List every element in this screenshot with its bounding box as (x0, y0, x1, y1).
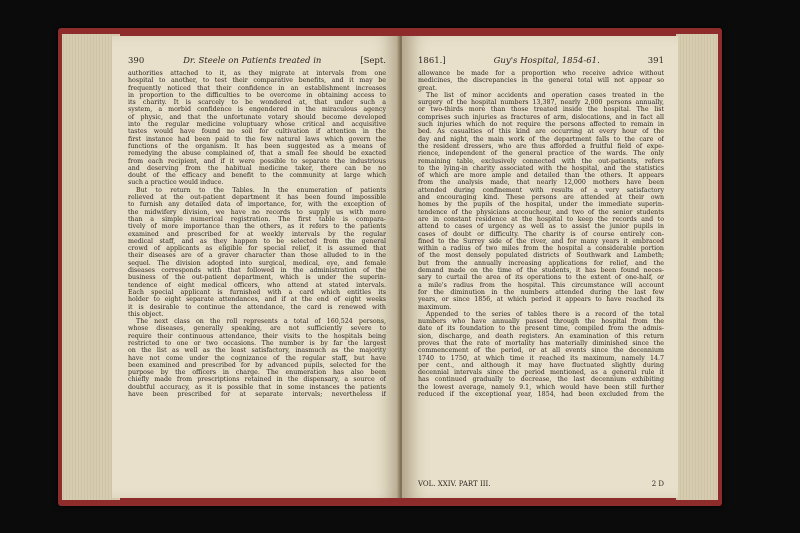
text-line: authorities attached to it, as they migrate at intervals from one (128, 70, 386, 77)
text-line: to the lying-in charity associated with the hospital, and the statistics (418, 164, 664, 172)
text-line: chiefly made from prescriptions retained in the dispensary, a source of (128, 376, 386, 384)
text-line: The list of minor accidents and operation cases treated in the (426, 91, 664, 99)
running-title: Guy's Hospital, 1854-61. (493, 56, 600, 66)
text-line: the resident dressers, who are thus afforded a fruitful field of expe- (418, 142, 664, 150)
text-line: examined and prescribed for at weekly intervals by the regular (128, 230, 386, 238)
text-line: such a practice would induce. (128, 179, 224, 187)
page-number: 391 (647, 56, 664, 66)
text-line: it is desirable to continue the attendance, the card is renewed with (128, 303, 386, 311)
text-line: the lowest average, namely 9.1, which would have been still further (418, 383, 664, 391)
text-line: such injuries which do not require the persons affected to remain in (418, 121, 664, 129)
text-line: sion, discharge, and death registers. An examination of this return (418, 332, 664, 340)
left-page-header (128, 56, 386, 66)
text-line: Appended to the series of tables there is a record of the total (426, 310, 664, 318)
text-line: holder to eight separate attendances, and if at the end of eight weeks (128, 296, 386, 304)
text-line: doubt of the efficacy and benefit to the community at large which (128, 172, 386, 180)
text-line: comprises such injuries as fractures of arm, dislocations, and in fact all (418, 113, 664, 121)
text-line: day and night, the main work of the department falls to the care of (418, 135, 664, 143)
text-line: from the analysis made, that nearly 12,000 mothers have been (418, 179, 664, 187)
text-line: to furnish any detailed data of importance, for, with the exception of (128, 201, 386, 209)
text-line: allowance be made for a proportion who receive advice without (418, 70, 664, 77)
text-line: tastes would have found no soil for cultivation if attention in the (128, 128, 386, 136)
text-line: than a simple numerical registration. The first table is compara- (128, 215, 386, 223)
text-line: reduced if the exceptional year, 1854, had been excluded from the (418, 391, 664, 399)
text-line: commencement of the period, or at all events since the decennium (418, 347, 664, 355)
text-line: and deserving from the habitual medicine taker, there can be no (128, 164, 386, 172)
left-page-text (128, 70, 386, 476)
text-line: numbers who have annually passed through the hospital from the (418, 318, 664, 326)
text-line: system, a morbid confidence is engendered in the miraculous agency (128, 106, 386, 114)
volume-info: VOL. XXIV. PART III. (418, 480, 491, 488)
text-line: its charity. It is scarcely to be wondered at, that under such a (128, 99, 386, 107)
text-line: frequently noticed that their confidence in an establishment increases (128, 84, 386, 92)
text-line: fined to the Surrey side of the river, and for many years it embraced (418, 237, 664, 245)
text-line: remaining table, exclusively connected with the out-patients, refers (418, 157, 664, 165)
text-line: their diseases are of a graver character than those alluded to in the (128, 252, 386, 260)
left-page (112, 36, 400, 498)
text-line: has continued gradually to decrease, the last decennium exhibiting (418, 376, 664, 384)
text-line: into the regular medicine voluptuary whose critical and acquisitive (128, 121, 386, 129)
header-date: 1861.] (418, 56, 446, 66)
text-line: of physic, and that the unfortunate votary should become developed (128, 113, 386, 121)
text-line: medicines, the discrepancies in the general total will not appear so (418, 77, 664, 85)
text-line: date of its foundation to the present time, compiled from the admis- (418, 325, 664, 333)
text-line: crowd of applicants as eligible for special relief, it is assumed that (128, 245, 386, 253)
text-line: per cent., and although it may have fluctuated slightly during (418, 361, 664, 369)
text-line: been examined and prescribed for by advanced pupils, selected for the (128, 361, 386, 369)
text-line: the midwifery division, we have no records to supply us with more (128, 208, 386, 216)
text-line: from each recipient, and if it were possible to separate the industrious (128, 157, 386, 165)
text-line: sequel. The division adopted into surgical, medical, eye, and female (128, 259, 386, 267)
text-line: demand made on the time of the students, it has been found neces- (418, 267, 664, 275)
text-line: cases of doubt or difficulty. The charity is of course entirely con- (418, 230, 664, 238)
text-line: are in constant residence at the hospital to keep the records and to (418, 215, 664, 223)
text-line: relieved at the out-patient department it has been found impossible (128, 194, 386, 202)
text-line: proves that the rate of mortality has materially diminished since the (418, 339, 664, 347)
text-line: diseases corresponds with that followed in the administration of the (128, 267, 386, 275)
text-line: attend to cases of urgency as well as to assist the junior pupils in (418, 223, 664, 231)
running-title: Dr. Steele on Patients treated in (183, 56, 322, 66)
text-line: bed. As casualties of this kind are occurring at every hour of the (418, 128, 664, 136)
text-line: medical staff, and as they happen to be selected from the general (128, 237, 386, 245)
text-line: homes by the pupils of the hospital, under the immediate superin- (418, 201, 664, 209)
page-number: 390 (128, 56, 145, 66)
text-line: rience, independent of the general practice of the wards. The only (418, 150, 664, 158)
header-date: [Sept. (360, 56, 386, 66)
text-line: and encouraging kind. These persons are attended at their own (418, 194, 664, 202)
text-line: decennial intervals since the period mentioned, as a general rule it (418, 369, 664, 377)
text-line: have not come under the cognizance of the regular staff, but have (128, 354, 386, 362)
text-line: restricted to one or two occasions. The number is by far the largest (128, 339, 386, 347)
text-line: sary to curtail the area of its operations to the extent of one-half, or (418, 274, 664, 282)
right-page (402, 36, 678, 498)
right-page-text (418, 70, 664, 476)
text-line: this object. (128, 310, 164, 318)
text-line: tively of more importance than the others, as it refers to the patients (128, 223, 386, 231)
text-line: maximum. (418, 303, 452, 311)
text-line: whose diseases, generally speaking, are not sufficiently severe to (128, 325, 386, 333)
right-page-header (418, 56, 664, 66)
text-line: The next class on the roll represents a total of 160,524 persons, (136, 318, 386, 326)
text-line: purpose by the officers in charge. The enumeration has also been (128, 369, 386, 377)
right-page-footer (418, 480, 664, 488)
text-line: tendence of the physicians accoucheur, and two of the senior students (418, 208, 664, 216)
text-line: or two-thirds more than those treated inside the hospital. The list (418, 106, 664, 114)
text-line: 1740 to 1750, at which time it reached its maximum, namely 14.7 (418, 354, 664, 362)
text-line: doubtful accuracy, as it is possible that in some instances the patients (128, 383, 386, 391)
text-line: functions of the organism. It has been suggested as a means of (128, 142, 386, 150)
text-line: tendence of eight medical officers, who attend at stated intervals. (128, 281, 386, 289)
text-line: for the diminution in the numbers attended during the last few (418, 288, 664, 296)
right-page-edges (676, 34, 718, 500)
text-line: Each special applicant is furnished with a card which entitles its (128, 288, 386, 296)
text-line: great. (418, 84, 438, 92)
text-line: on the list as well as the least satisfactory, inasmuch as the majority (128, 347, 386, 355)
text-line: of the most densely populated districts of Southwark and Lambeth; (418, 252, 664, 260)
text-line: in proportion to the difficulties to be overcome in obtaining access to (128, 91, 386, 99)
text-line: a mile's radius from the hospital. This circumstance will account (418, 281, 664, 289)
signature-mark: 2 D (651, 480, 664, 488)
text-line: of which are more ample and detailed than the others. It appears (418, 172, 664, 180)
text-line: business of the out-patient department, which is under the superin- (128, 274, 386, 282)
text-line: hospital to another, to test their comparative benefits, and it may be (128, 77, 386, 85)
text-line: require their continuous attendance, their visits to the hospitals being (128, 332, 386, 340)
text-line: years, or since 1856, at which period it appears to have reached its (418, 296, 664, 304)
text-line: attended during confinement with results of a very satisfactory (418, 186, 664, 194)
text-line: first instance had been paid to the few natural laws which govern the (128, 135, 386, 143)
text-line: but from the annually increasing applications for relief, and the (418, 259, 664, 267)
text-line: But to return to the Tables. In the enumeration of patients (136, 186, 386, 194)
text-line: have been prescribed for at separate intervals; nevertheless if (128, 391, 386, 399)
text-line: surgery of the hospital numbers 13,387, nearly 2,000 persons annually, (418, 99, 664, 107)
text-line: within a radius of two miles from the hospital a considerable portion (418, 245, 664, 253)
text-line: remedying the abuse complained of, that a small fee should be exacted (128, 150, 386, 158)
